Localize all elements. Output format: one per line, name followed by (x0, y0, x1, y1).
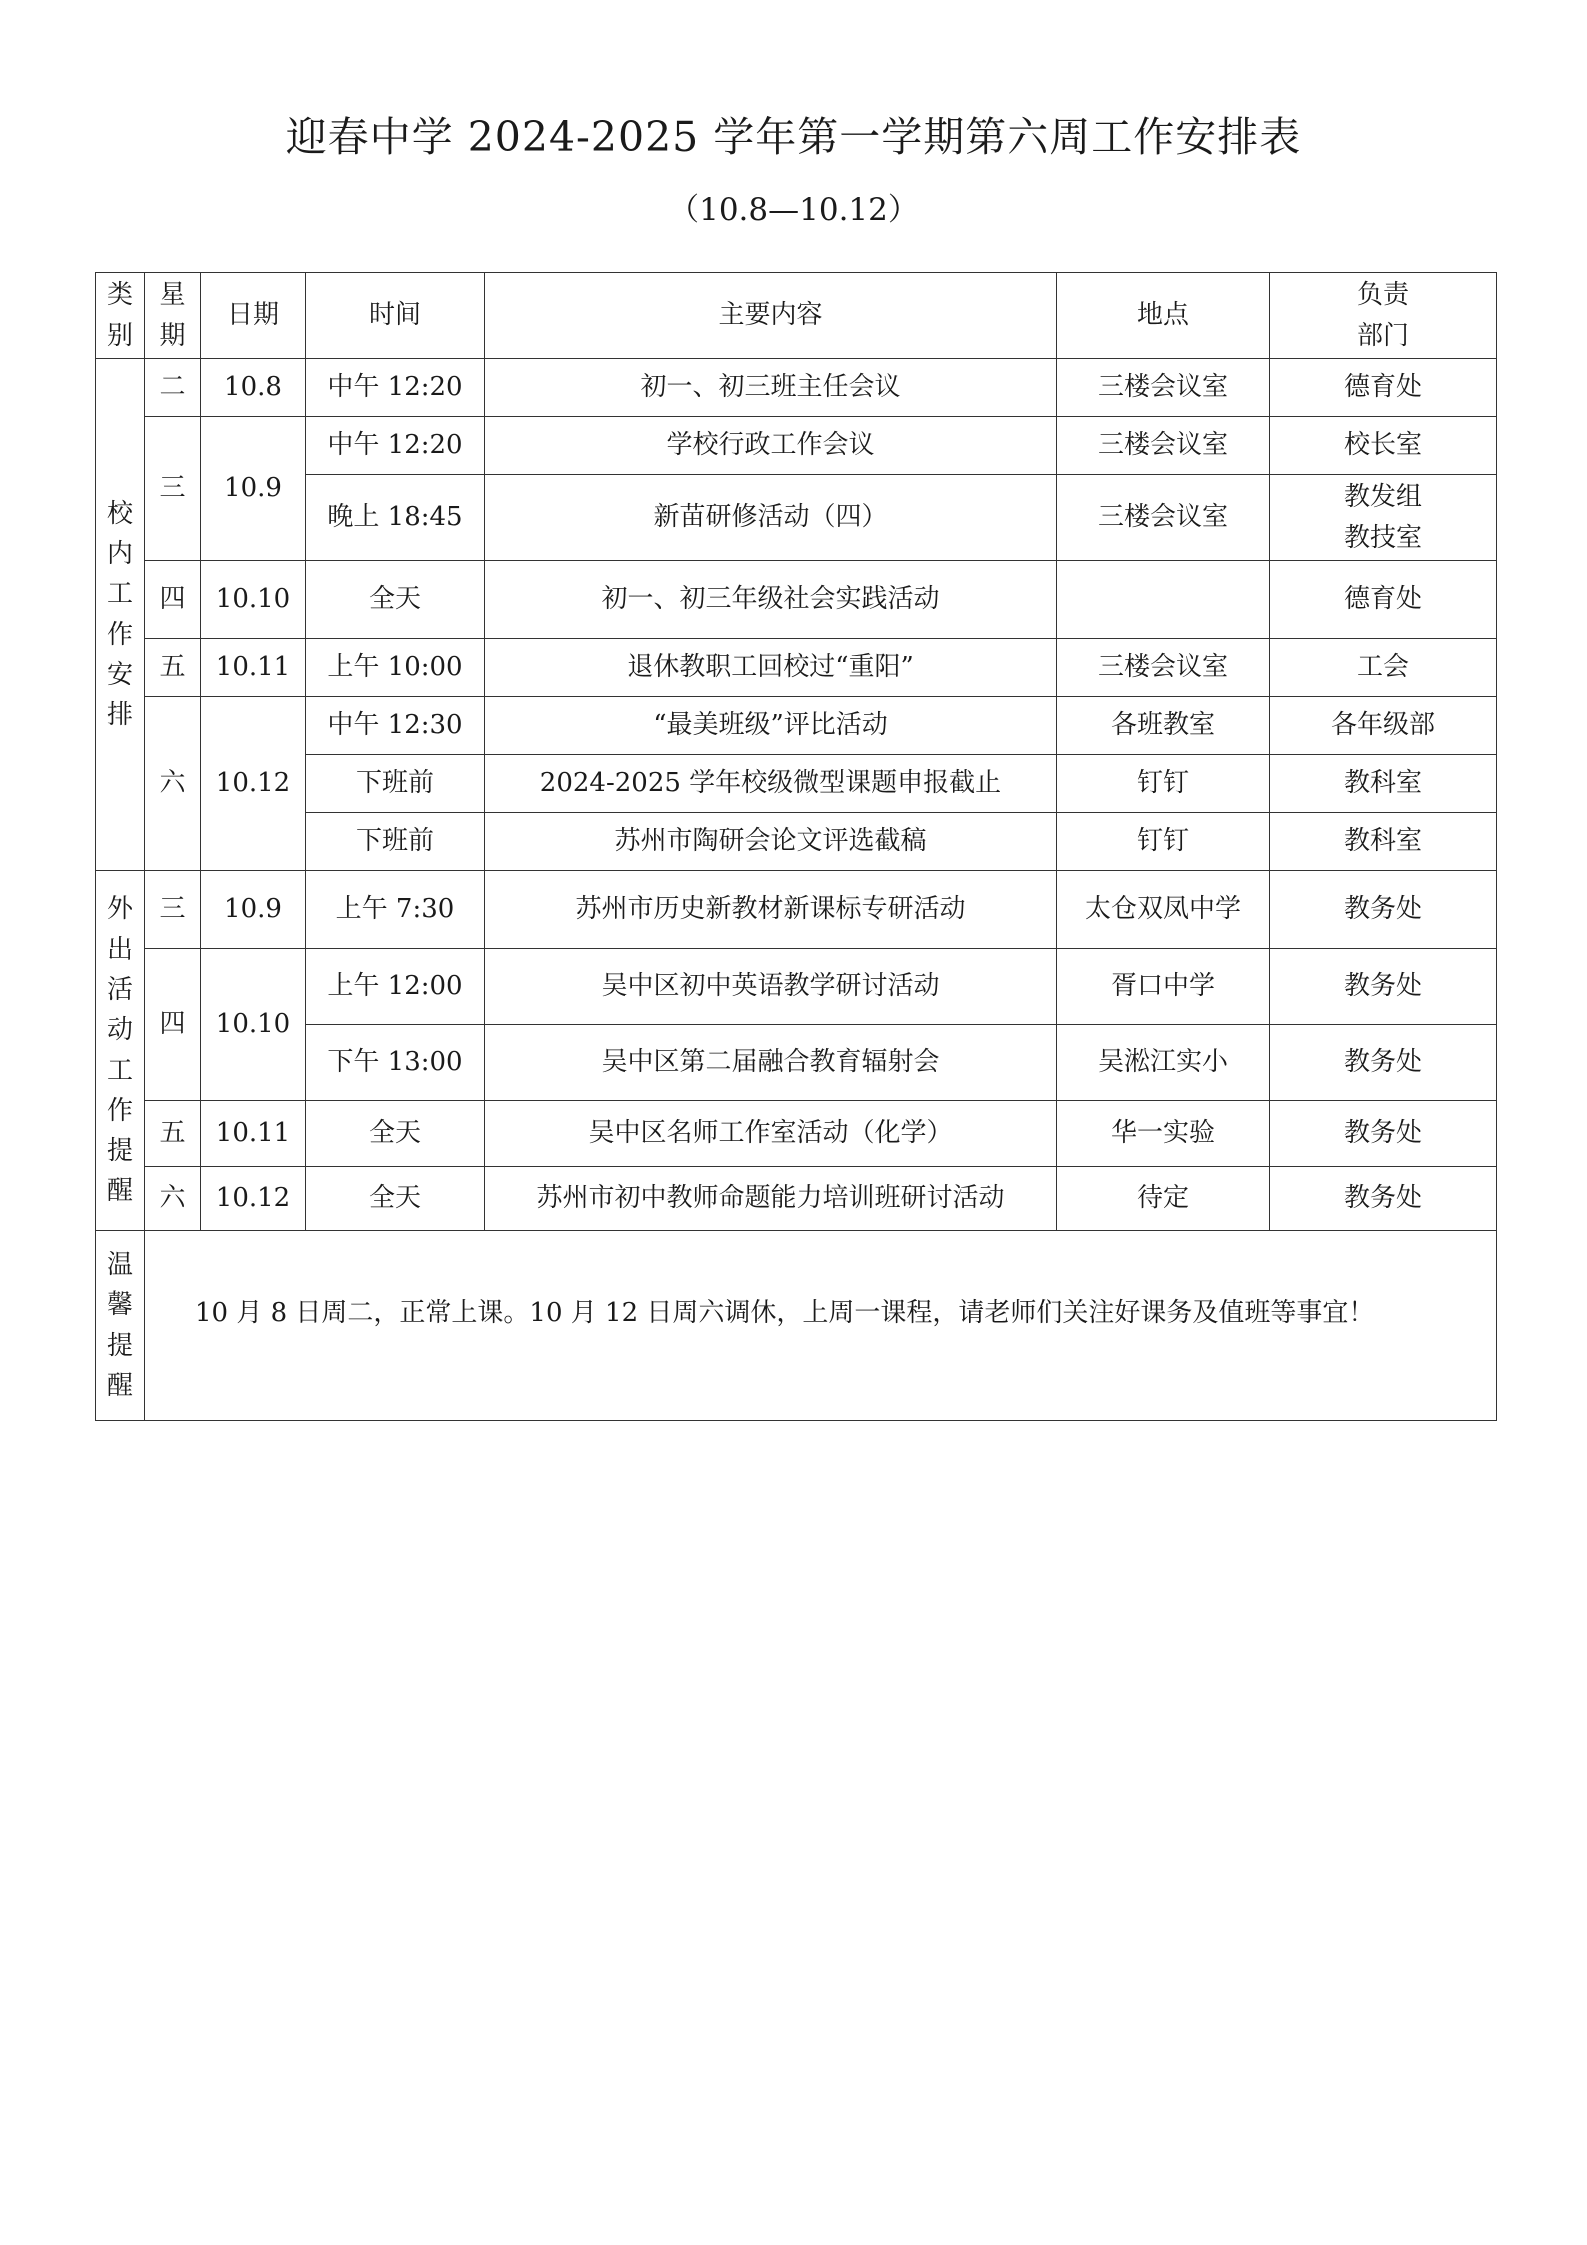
col-location: 地点 (1057, 273, 1270, 359)
department-cell: 教务处 (1270, 1101, 1497, 1167)
location-cell: 三楼会议室 (1057, 475, 1270, 561)
date-cell: 10.12 (201, 697, 306, 871)
col-time: 时间 (306, 273, 485, 359)
table-row (96, 475, 1497, 561)
col-department: 负责 部门 (1270, 273, 1497, 359)
location-cell: 钉钉 (1057, 755, 1270, 813)
date-cell: 10.9 (201, 871, 306, 949)
time-cell: 上午 12:00 (306, 949, 485, 1025)
date-cell: 10.10 (201, 561, 306, 639)
location-cell: 钉钉 (1057, 813, 1270, 871)
date-range: （10.8—10.12） (668, 192, 919, 228)
location-cell: 太仓双凤中学 (1057, 871, 1270, 949)
time-cell: 下班前 (306, 813, 485, 871)
location-cell: 各班教室 (1057, 697, 1270, 755)
content-cell: 吴中区初中英语教学研讨活动 (485, 949, 1057, 1025)
table-row (96, 813, 1497, 871)
weekday-cell: 三 (145, 871, 201, 949)
table-row (96, 755, 1497, 813)
table-row (96, 1101, 1497, 1167)
content-cell: “最美班级”评比活动 (485, 697, 1057, 755)
section-external-label: 外 出 活 动 工 作 提 醒 (96, 871, 145, 1231)
content-cell: 初一、初三年级社会实践活动 (485, 561, 1057, 639)
location-cell: 三楼会议室 (1057, 417, 1270, 475)
content-cell: 初一、初三班主任会议 (485, 359, 1057, 417)
location-cell (1057, 561, 1270, 639)
time-cell: 全天 (306, 1167, 485, 1231)
department-cell: 教务处 (1270, 1167, 1497, 1231)
date-cell: 10.11 (201, 639, 306, 697)
time-cell: 上午 7:30 (306, 871, 485, 949)
time-cell: 全天 (306, 1101, 485, 1167)
date-cell: 10.11 (201, 1101, 306, 1167)
weekday-cell: 二 (145, 359, 201, 417)
department-cell: 德育处 (1270, 359, 1497, 417)
weekday-cell: 三 (145, 417, 201, 561)
time-cell: 中午 12:20 (306, 359, 485, 417)
col-date: 日期 (201, 273, 306, 359)
weekday-cell: 六 (145, 1167, 201, 1231)
location-cell: 三楼会议室 (1057, 359, 1270, 417)
col-category: 类 别 (96, 273, 145, 359)
table-row (96, 1167, 1497, 1231)
content-cell: 苏州市陶研会论文评选截稿 (485, 813, 1057, 871)
department-cell: 教务处 (1270, 871, 1497, 949)
content-cell: 苏州市历史新教材新课标专研活动 (485, 871, 1057, 949)
weekday-cell: 五 (145, 639, 201, 697)
notice-row (96, 1231, 1497, 1421)
weekday-cell: 六 (145, 697, 201, 871)
department-cell: 校长室 (1270, 417, 1497, 475)
content-cell: 吴中区名师工作室活动（化学） (485, 1101, 1057, 1167)
department-cell: 教科室 (1270, 813, 1497, 871)
col-weekday: 星 期 (145, 273, 201, 359)
col-content: 主要内容 (485, 273, 1057, 359)
time-cell: 全天 (306, 561, 485, 639)
section-internal-label: 校 内 工 作 安 排 (96, 359, 145, 871)
table-row (96, 949, 1497, 1025)
weekday-cell: 四 (145, 561, 201, 639)
table-row (96, 639, 1497, 697)
time-cell: 晚上 18:45 (306, 475, 485, 561)
department-cell: 教发组 教技室 (1270, 475, 1497, 561)
time-cell: 下午 13:00 (306, 1025, 485, 1101)
table-row (96, 697, 1497, 755)
content-cell: 2024-2025 学年校级微型课题申报截止 (485, 755, 1057, 813)
department-cell: 各年级部 (1270, 697, 1497, 755)
table-row (96, 417, 1497, 475)
date-cell: 10.8 (201, 359, 306, 417)
table-row (96, 561, 1497, 639)
location-cell: 胥口中学 (1057, 949, 1270, 1025)
table-row (96, 871, 1497, 949)
location-cell: 待定 (1057, 1167, 1270, 1231)
time-cell: 中午 12:20 (306, 417, 485, 475)
schedule-table (95, 272, 1497, 1421)
content-cell: 苏州市初中教师命题能力培训班研讨活动 (485, 1167, 1057, 1231)
page-title: 迎春中学 2024-2025 学年第一学期第六周工作安排表 (285, 113, 1302, 161)
time-cell: 上午 10:00 (306, 639, 485, 697)
department-cell: 教科室 (1270, 755, 1497, 813)
notice-text: 10 月 8 日周二，正常上课。10 月 12 日周六调休，上周一课程，请老师们关注好课务及值班等事宜！ (145, 1231, 1497, 1421)
location-cell: 三楼会议室 (1057, 639, 1270, 697)
time-cell: 中午 12:30 (306, 697, 485, 755)
content-cell: 吴中区第二届融合教育辐射会 (485, 1025, 1057, 1101)
department-cell: 教务处 (1270, 1025, 1497, 1101)
department-cell: 德育处 (1270, 561, 1497, 639)
location-cell: 华一实验 (1057, 1101, 1270, 1167)
content-cell: 新苗研修活动（四） (485, 475, 1057, 561)
location-cell: 吴淞江实小 (1057, 1025, 1270, 1101)
header-row (96, 273, 1497, 359)
content-cell: 退休教职工回校过“重阳” (485, 639, 1057, 697)
table-row (96, 359, 1497, 417)
section-notice-label: 温 馨 提 醒 (96, 1231, 145, 1421)
weekday-cell: 四 (145, 949, 201, 1101)
department-cell: 工会 (1270, 639, 1497, 697)
date-cell: 10.10 (201, 949, 306, 1101)
table-row (96, 1025, 1497, 1101)
weekday-cell: 五 (145, 1101, 201, 1167)
date-cell: 10.12 (201, 1167, 306, 1231)
date-cell: 10.9 (201, 417, 306, 561)
content-cell: 学校行政工作会议 (485, 417, 1057, 475)
department-cell: 教务处 (1270, 949, 1497, 1025)
time-cell: 下班前 (306, 755, 485, 813)
